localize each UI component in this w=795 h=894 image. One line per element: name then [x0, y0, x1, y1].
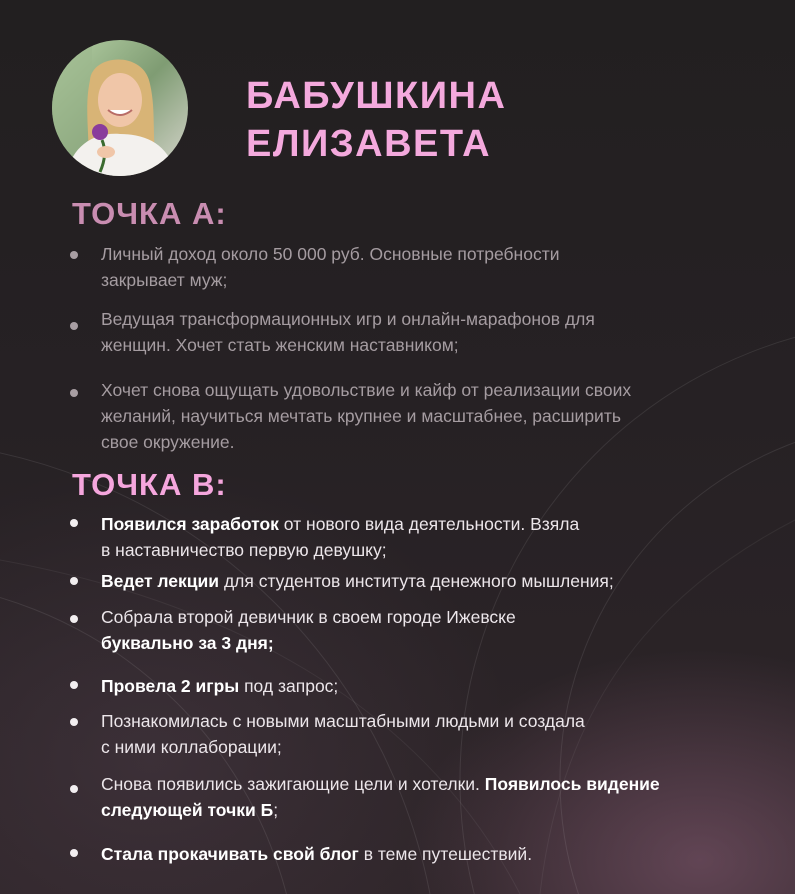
- person-name: [246, 72, 506, 168]
- list-item-text: Ведущая трансформационных игр и онлайн-марафонов для женщин. Хочет стать женским наставником;: [101, 309, 595, 355]
- bullet-icon: [70, 389, 78, 397]
- list-item-text: Познакомилась с новыми масштабными людьми и создала с ними коллаборации;: [101, 711, 585, 757]
- bullet-icon: [70, 785, 78, 793]
- list-item-text: Собрала второй девичник в своем городе Ижевске буквально за 3 дня;: [101, 607, 516, 653]
- bullet-icon: [70, 849, 78, 857]
- person-first-name: ЕЛИЗАВЕТА: [246, 123, 492, 165]
- bullet-icon: [70, 681, 78, 689]
- list-item-text: Стала прокачивать свой блог в теме путешествий.: [101, 844, 533, 864]
- person-surname: БАБУШКИНА: [246, 75, 507, 117]
- bullet-icon: [70, 251, 78, 259]
- list-item-text: Провела 2 игры под запрос;: [101, 676, 339, 696]
- bullet-icon: [70, 615, 78, 623]
- bullet-icon: [70, 577, 78, 585]
- list-item-text: Хочет снова ощущать удовольствие и кайф от реализации своих желаний, научиться мечтать крупнее и масштабнее, расширить свое окружение.: [101, 380, 632, 452]
- profile-photo: [52, 40, 188, 176]
- list-item-text: Ведет лекции для студентов института денежного мышления;: [101, 571, 614, 591]
- bullet-icon: [70, 322, 78, 330]
- section-b-title: ТОЧКА В:: [72, 467, 227, 502]
- bullet-icon: [70, 718, 78, 726]
- bullet-icon: [70, 519, 78, 527]
- list-item-text: Снова появились зажигающие цели и хотелки. Появилось видение следующей точки Б;: [101, 774, 660, 820]
- list-item-text: Появился заработок от нового вида деятельности. Взяла в наставничество первую девушку;: [101, 514, 580, 560]
- section-a-title: ТОЧКА А:: [72, 196, 227, 231]
- list-item-text: Личный доход около 50 000 руб. Основные потребности закрывает муж;: [101, 244, 560, 290]
